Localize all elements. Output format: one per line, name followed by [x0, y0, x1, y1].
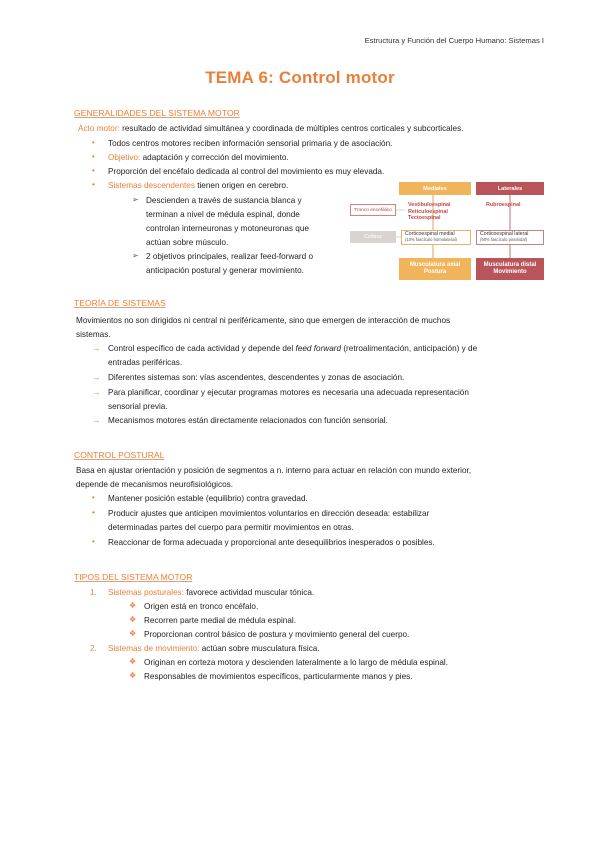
- corteza-box: Corteza: [350, 231, 396, 243]
- out-medial-line-2: Postura: [423, 269, 447, 275]
- cort-medial-title: Corticoespinal medial: [405, 231, 455, 237]
- objetivo-text: adaptación y corrección del movimiento.: [140, 153, 289, 162]
- running-header: Estructura y Función del Cuerpo Humano: Sistemas I: [364, 36, 544, 45]
- sub2-line-2: anticipación postural y generar movimiento.: [146, 266, 304, 275]
- bullet-icon: •: [92, 166, 95, 175]
- bullet-icon: •: [92, 138, 95, 147]
- mediales-box: Mediales: [399, 182, 471, 195]
- s3-bullet-2-line-1: Producir ajustes que anticipen movimientos voluntarios en dirección deseada: estabilizar: [108, 509, 430, 518]
- objetivo-label: Objetivo:: [108, 153, 141, 162]
- cort-lateral-title: Corticoespinal lateral: [480, 231, 529, 237]
- sub1-line-1: Descienden a través de sustancia blanca y: [146, 196, 302, 205]
- s1-bullet-3: Proporción del encéfalo dedicada al control del movimiento es muy elevada.: [108, 167, 385, 176]
- a1-post: (retroalimentación, anticipación) y de: [341, 344, 478, 353]
- s2-arrow-3-line-2: sensorial previa.: [108, 402, 168, 411]
- acto-label: Acto motor:: [78, 124, 120, 133]
- s2-intro-1: Movimientos no son dirigidos ni central ni periféricamente, sino que emergen de interacción de muchos: [76, 316, 451, 325]
- sub1-line-4: actúan sobre músculo.: [146, 238, 229, 247]
- s4-item-2: [108, 644, 320, 654]
- movimiento-text: actúan sobre musculatura física.: [199, 644, 320, 653]
- s4-item-1: [108, 588, 314, 598]
- s2-arrow-2: Diferentes sistemas son: vías ascendentes, descendentes y zonas de asociación.: [108, 373, 405, 382]
- sub1-line-3: controlan interneuronas y motoneuronas que: [146, 224, 309, 233]
- out-lateral-line-1: Musculatura distal: [483, 261, 537, 268]
- out-lateral-box: [476, 258, 544, 280]
- posturales-text: favorece actividad muscular tónica.: [184, 588, 315, 597]
- medial-tract-2: Reticuloespinal: [408, 208, 448, 215]
- triangle-arrow-icon: ➢: [132, 251, 139, 260]
- lateral-tract: Rubroespinal: [486, 202, 521, 208]
- section-heading-teoria: TEORÍA DE SISTEMAS: [74, 298, 166, 308]
- cort-medial-note: (10% fascículo homolateral): [405, 237, 457, 243]
- s4-item-1-sub-3: Proporcionan control básico de postura y movimiento general del cuerpo.: [144, 630, 410, 639]
- page-title: TEMA 6: Control motor: [205, 68, 395, 87]
- section-heading-control-postural: CONTROL POSTURAL: [74, 450, 165, 460]
- medial-tract-1: Vestibuloespinal: [408, 202, 451, 208]
- s4-item-2-sub-2: Responsables de movimientos específicos, particularmente manos y pies.: [144, 672, 413, 681]
- tronco-box: Tronco encefálico: [350, 204, 396, 216]
- cort-lateral-box: [476, 230, 544, 245]
- arrow-icon: →: [92, 387, 101, 397]
- out-medial-line-1: Musculatura axial: [409, 261, 461, 268]
- diamond-icon: ❖: [129, 629, 137, 638]
- bullet-icon: •: [92, 508, 95, 517]
- bullet-icon: •: [92, 493, 95, 502]
- bullet-icon: •: [92, 180, 95, 189]
- arrow-icon: →: [92, 343, 101, 353]
- s2-arrow-1: [108, 344, 477, 354]
- laterales-box: Laterales: [476, 182, 544, 195]
- s2-arrow-3-line-1: Para planificar, coordinar y ejecutar programas motores es necesaria una adecuada representación: [108, 388, 469, 397]
- posturales-label: Sistemas posturales:: [108, 588, 184, 597]
- a1-pre: Control específico de cada actividad y depende del: [108, 344, 296, 353]
- s3-bullet-2-line-2: determinadas partes del cuerpo para permitir movimientos en otras.: [108, 523, 354, 532]
- sistemas-desc-text: tienen origen en cerebro.: [194, 181, 289, 190]
- out-medial-box: [399, 258, 471, 280]
- s4-item-2-sub-1: Originan en corteza motora y descienden lateralmente a lo largo de médula espinal.: [144, 658, 449, 667]
- bullet-icon: •: [92, 537, 95, 546]
- s4-item-1-sub-2: Recorren parte medial de médula espinal.: [144, 616, 297, 625]
- bullet-icon: •: [92, 152, 95, 161]
- diamond-icon: ❖: [129, 671, 137, 680]
- s3-intro-1: Basa en ajustar orientación y posición de segmentos a n. interno para actuar en relación con mundo exterior,: [76, 466, 472, 475]
- triangle-arrow-icon: ➢: [132, 195, 139, 204]
- s2-intro-2: sistemas.: [76, 330, 111, 339]
- diamond-icon: ❖: [129, 657, 137, 666]
- s2-arrow-1-cont: entradas periféricas.: [108, 358, 183, 367]
- cort-medial-box: [401, 230, 471, 245]
- diamond-icon: ❖: [129, 601, 137, 610]
- out-lateral-line-2: Movimiento: [493, 269, 527, 275]
- arrow-icon: →: [92, 415, 101, 425]
- medial-tract-3: Tectoespinal: [408, 215, 441, 222]
- s4-item-1-sub-1: Origen está en tronco encéfalo.: [144, 602, 259, 611]
- sistemas-desc-label: Sistemas descendentes: [108, 181, 195, 190]
- s3-intro-2: depende de mecanismos neurofisiológicos.: [76, 480, 234, 489]
- s3-bullet-1: Mantener posición estable (equilibrio) contra gravedad.: [108, 494, 308, 503]
- movimiento-label: Sistemas de movimiento:: [108, 644, 200, 653]
- sub2-line-1: 2 objetivos principales, realizar feed-forward o: [146, 252, 314, 261]
- a1-em: feed forward: [295, 344, 342, 353]
- list-number-1: 1.: [90, 588, 97, 597]
- section-heading-tipos: TIPOS DEL SISTEMA MOTOR: [74, 572, 193, 582]
- acto-text: resultado de actividad simultánea y coordinada de múltiples centros corticales y subcorticales.: [119, 124, 464, 133]
- list-number-2: 2.: [90, 644, 97, 653]
- arrow-icon: →: [92, 372, 101, 382]
- cort-lateral-note: (90% fascículo piramidal): [480, 237, 528, 243]
- s3-bullet-3: Reaccionar de forma adecuada y proporcional ante desequilibrios inesperados o posibles.: [108, 538, 435, 547]
- s1-bullet-1: Todos centros motores reciben información sensorial primaria y de asociación.: [108, 139, 393, 148]
- s2-arrow-4: Mecanismos motores están directamente relacionados con función sensorial.: [108, 416, 388, 425]
- section-heading-generalidades: GENERALIDADES DEL SISTEMA MOTOR: [74, 108, 240, 118]
- diamond-icon: ❖: [129, 615, 137, 624]
- sub1-line-2: terminan a nivel de médula espinal, donde: [146, 210, 300, 219]
